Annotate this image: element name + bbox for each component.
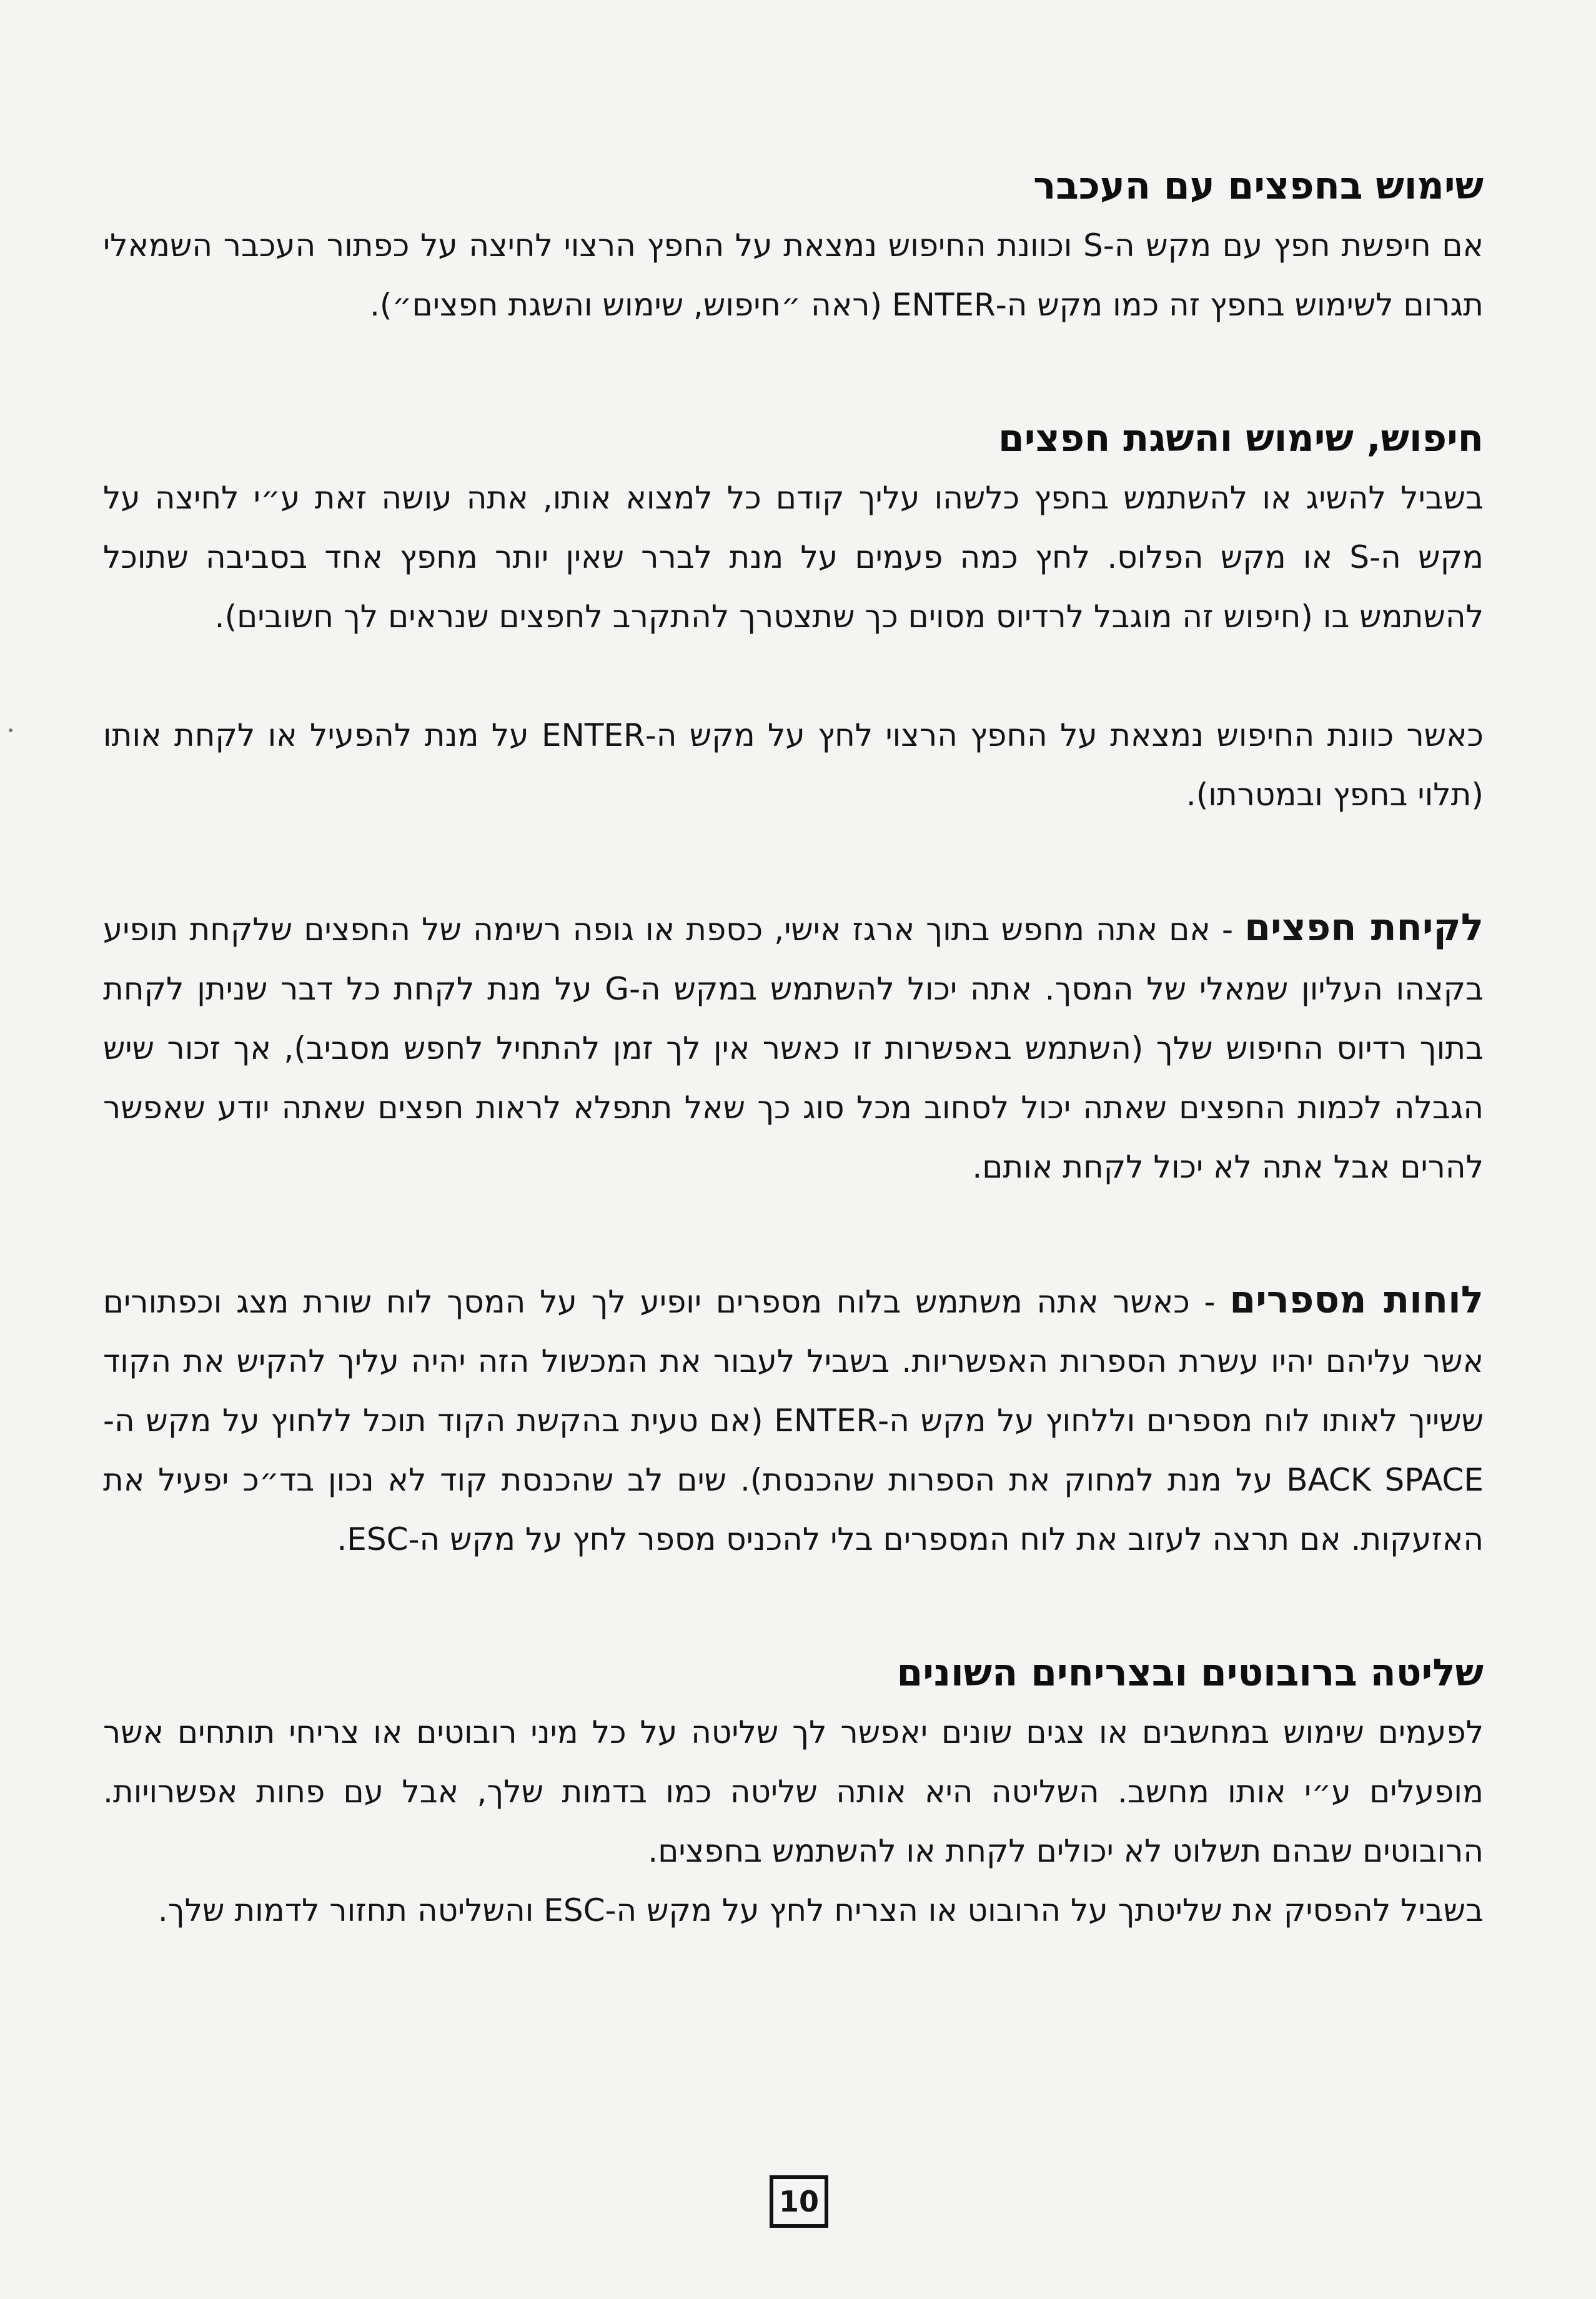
section-search-use-items — [103, 409, 1484, 825]
section-paragraph: כאשר כוונת החיפוש נמצאת על החפץ הרצוי לחץ על מקש ה-ENTER על מנת להפעיל או לקחת אותו (תלוי בחפץ ובמטרתו). — [103, 717, 1484, 813]
section-paragraph — [103, 898, 1484, 1197]
page-number: 10 — [770, 2175, 828, 2228]
section-paragraph: לפעמים שימוש במחשבים או צגים שונים יאפשר לך שליטה על כל מיני רובוטים או צריחי תותחים אשר מופעלים ע״י אותו מחשב. השליטה היא אותה שליטה כמו בדמות שלך, אבל עם פחות אפשרויות. הרובוטים שבהם תשלוט לא יכולים לקחת או להשתמש בחפצים. — [103, 1714, 1484, 1869]
section-paragraph: בשביל להשיג או להשתמש בחפץ כלשהו עליך קודם כל למצוא אותו, אתה עושה זאת ע״י לחיצה על מקש ה-S או מקש הפלוס. לחץ כמה פעמים על מנת לברר שאין יותר מחפץ אחד בסביבה שתוכל להשתמש בו (חיפוש זה מוגבל לרדיוס מסוים כך שתצטרך להתקרב לחפצים שנראים לך חשובים). — [103, 480, 1484, 635]
inline-heading: לקיחת חפצים — [1244, 906, 1484, 950]
section-paragraph: בשביל להפסיק את שליטתך על הרובוט או הצריח לחץ על מקש ה-ESC והשליטה תחזור לדמות שלך. — [157, 1892, 1484, 1929]
inline-heading: לוחות מספרים — [1229, 1278, 1484, 1322]
inline-body: - אם אתה מחפש בתוך ארגז אישי, כספת או גופה רשימה של החפצים שלקחת תופיע בקצהו העליון שמאלי של המסך. אתה יכול להשתמש במקש ה-G על מנת לקחת כל דבר שניתן לקחת בתוך רדיוס החיפוש שלך (השתמש באפשרות זו כאשר אין לך זמן להתחיל לחפש מסביב), אך זכור שיש הגבלה לכמות החפצים שאתה יכול לסחוב מכל סוג כך שאל תתפלא לראות חפצים שאתה יודע שאפשר להרים אבל אתה לא יכול לקחת אותם. — [103, 911, 1484, 1185]
section-keypads — [103, 1271, 1484, 1569]
section-paragraph — [103, 1271, 1484, 1569]
section-title: שימוש בחפצים עם העכבר — [1033, 164, 1484, 208]
section-taking-items — [103, 898, 1484, 1197]
section-mouse-items — [103, 156, 1484, 335]
section-paragraph: אם חיפשת חפץ עם מקש ה-S וכוונת החיפוש נמצאת על החפץ הרצוי לחיצה על כפתור העכבר השמאלי תגרום לשימוש בחפץ זה כמו מקש ה-ENTER (ראה ״חיפוש, שימוש והשגת חפצים״). — [103, 227, 1484, 323]
manual-page — [103, 156, 1484, 1978]
section-robots-turrets — [103, 1643, 1484, 1940]
scan-speck — [9, 728, 12, 732]
section-title: חיפוש, שימוש והשגת חפצים — [998, 417, 1484, 460]
section-title: שליטה ברובוטים ובצריחים השונים — [896, 1651, 1484, 1695]
inline-body: - כאשר אתה משתמש בלוח מספרים יופיע לך על המסך לוח שורת מצג וכפתורים אשר עליהם יהיו עשרת הספרות האפשריות. בשביל לעבור את המכשול הזה יהיה עליך להקיש את הקוד ששייך לאותו לוח מספרים וללחוץ על מקש ה-ENTER (אם טעית בהקשת הקוד תוכל ללחוץ על מקש ה-BACK SPACE על מנת למחוק את הספרות שהכנסת). שים לב שהכנסת קוד לא נכון בד״כ יפעיל את האזעקות. אם תרצה לעזוב את לוח המספרים בלי להכניס מספר לחץ על מקש ה-ESC. — [103, 1284, 1484, 1557]
